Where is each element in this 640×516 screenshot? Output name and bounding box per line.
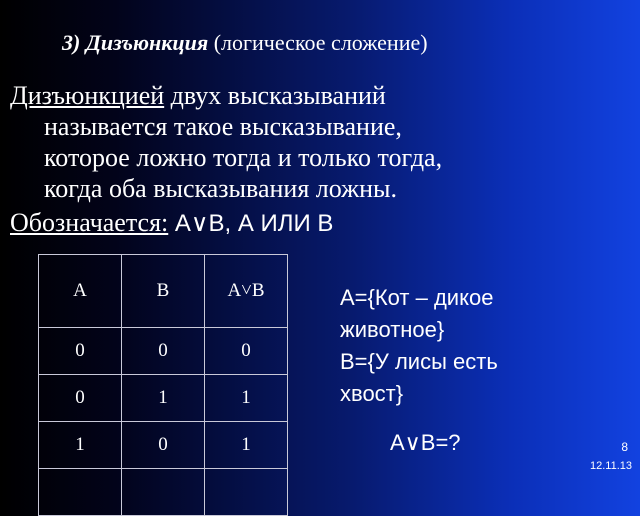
cell: 1 xyxy=(205,375,288,422)
query: A∨B=? xyxy=(390,430,461,455)
truth-table xyxy=(38,254,288,516)
notation-label: Обозначается: xyxy=(10,208,169,237)
table-row xyxy=(39,328,288,375)
definition xyxy=(10,80,600,204)
cell xyxy=(122,469,205,516)
definition-line3: которое ложно тогда и только тогда, xyxy=(44,143,443,172)
definition-line2: называется такое высказывание, xyxy=(44,112,402,141)
notation-value: A∨B, А ИЛИ В xyxy=(168,210,334,237)
cell: 0 xyxy=(39,328,122,375)
table-row xyxy=(39,469,288,516)
example-statements xyxy=(340,282,620,410)
definition-line4: когда оба высказывания ложны. xyxy=(44,174,397,203)
header-b: B xyxy=(122,255,205,328)
definition-term: Дизъюнкцией xyxy=(10,81,165,110)
cell: 0 xyxy=(39,375,122,422)
cell: 1 xyxy=(122,375,205,422)
cell: 1 xyxy=(205,422,288,469)
cell: 0 xyxy=(122,328,205,375)
example-line2: животное} xyxy=(340,317,445,342)
example-line4: хвост} xyxy=(340,381,404,406)
cell xyxy=(205,469,288,516)
header-a: A xyxy=(39,255,122,328)
slide-title xyxy=(62,30,428,56)
slide-date: 12.11.13 xyxy=(589,460,632,472)
truth-table-header-row xyxy=(39,255,288,328)
cell: 1 xyxy=(39,422,122,469)
table-row xyxy=(39,375,288,422)
table-row xyxy=(39,422,288,469)
cell: 0 xyxy=(205,328,288,375)
page-number: 8 xyxy=(621,440,628,454)
title-main: 3) Дизъюнкция xyxy=(62,30,209,55)
cell: 0 xyxy=(122,422,205,469)
title-subtitle: (логическое сложение) xyxy=(208,30,428,55)
definition-line1: двух высказываний xyxy=(164,81,386,110)
example-line3: В={У лисы есть xyxy=(340,349,498,374)
header-a-or-b: A˅B xyxy=(205,255,288,328)
cell xyxy=(39,469,122,516)
example-line1: А={Кот – дикое xyxy=(340,285,494,310)
notation xyxy=(10,208,333,238)
